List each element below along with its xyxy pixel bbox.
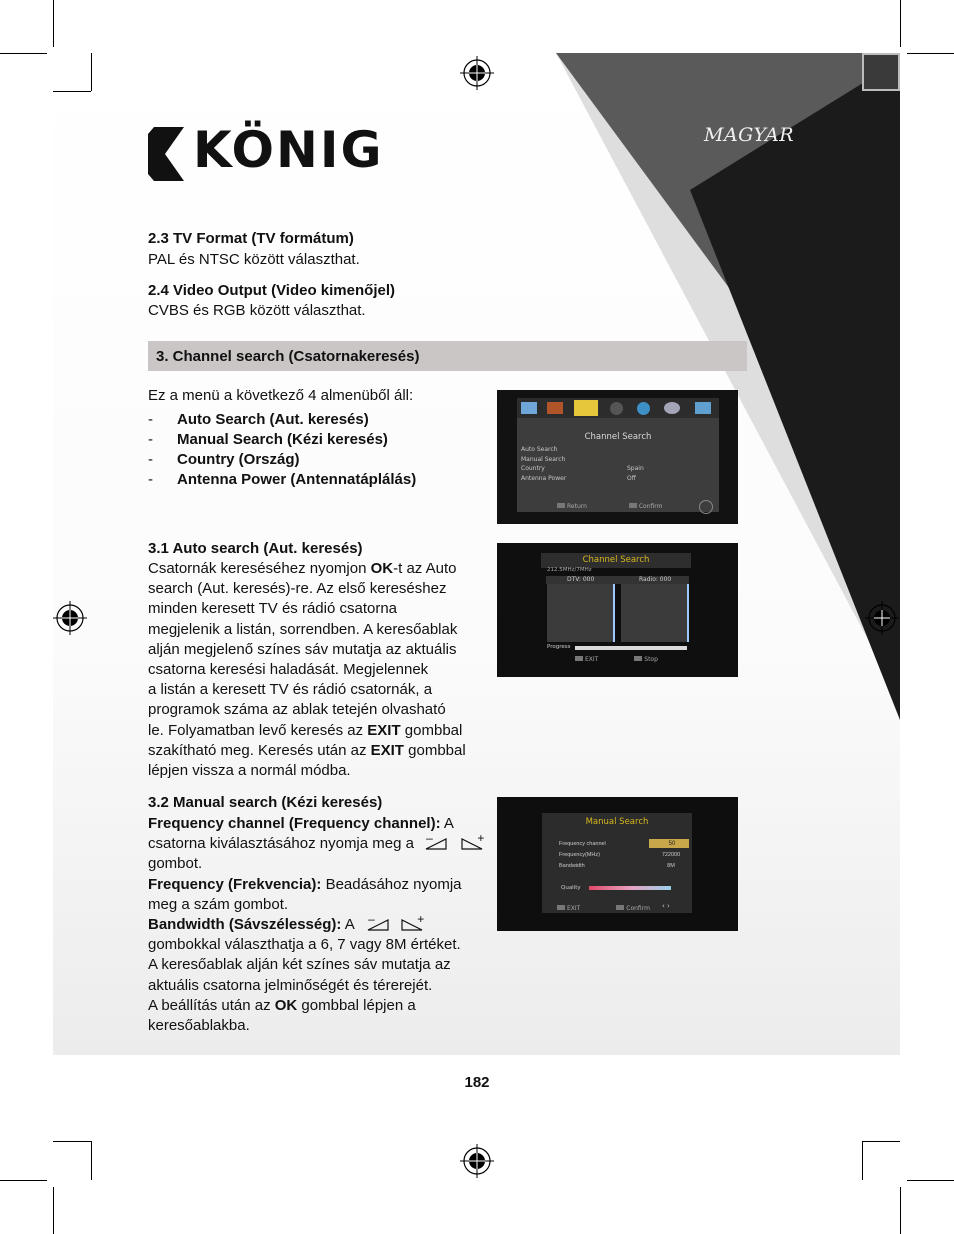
- screen-title: Manual Search: [585, 817, 649, 827]
- heading-video-output: 2.4 Video Output (Video kimenőjel): [148, 282, 395, 299]
- crop-mark: [91, 1141, 92, 1180]
- list-item: - Antenna Power (Antennatáplálás): [148, 471, 417, 488]
- menu-item: Auto Search: [521, 446, 558, 453]
- registration-mark-icon: [460, 1144, 494, 1178]
- list-item: - Auto Search (Aut. keresés): [148, 411, 369, 428]
- paragraph-line: Csatornák kereséséhez nyomjon OK-t az Auto: [148, 560, 457, 577]
- paragraph-line: lépjen vissza a normál módba.: [148, 762, 351, 780]
- crop-mark: [53, 1187, 54, 1234]
- paragraph-line: csatorna keresési haladását. Megjelennek: [148, 661, 429, 679]
- language-tab: MAGYAR: [704, 124, 795, 146]
- screenshot-auto-search: Channel Search 212.5MHz/7MHz DTV: 000 Radio: 000 Progress EXIT Stop: [497, 543, 738, 677]
- section-title-channel-search: 3. Channel search (Csatornakeresés): [156, 348, 420, 365]
- paragraph-line: a listán a keresett TV és rádió csatornák, a: [148, 681, 433, 699]
- screen-title: Channel Search: [584, 432, 652, 442]
- crop-mark: [91, 53, 92, 91]
- menu-value: Spain: [627, 465, 644, 472]
- konig-logo-mark-icon: [148, 127, 188, 181]
- paragraph-line: minden keresett TV és rádió csatorna: [148, 600, 398, 618]
- heading-tv-format: 2.3 TV Format (TV formátum): [148, 230, 354, 247]
- crop-mark: [907, 53, 954, 54]
- paragraph-line: le. Folyamatban levő keresés az EXIT gombbal: [148, 721, 463, 739]
- registration-mark-icon: [865, 601, 899, 635]
- nav-icon: [699, 500, 713, 514]
- crop-mark: [0, 53, 47, 54]
- crop-mark: [53, 0, 54, 47]
- crop-mark: [862, 1141, 863, 1180]
- volume-down-icon: –: [366, 916, 390, 932]
- radio-channel-list: [621, 584, 689, 642]
- progress-bar: [575, 646, 687, 650]
- crop-mark: [53, 1141, 91, 1142]
- menu-item: Antenna Power: [521, 474, 567, 482]
- registration-mark-icon: [53, 601, 87, 635]
- volume-up-icon: +: [460, 835, 484, 851]
- list-item: - Manual Search (Kézi keresés): [148, 431, 388, 448]
- paragraph-line: programok száma az ablak tetején olvasható: [148, 701, 446, 719]
- screenshot-manual-search: Manual Search Frequency channel Frequency(MHz) Bandwidth 50 722000 8M Quality EXIT Confirm ‹ ›: [497, 797, 738, 931]
- text-tv-format: PAL és NTSC között választhat.: [148, 251, 360, 268]
- crop-mark: [907, 1180, 954, 1181]
- heading-manual-search: 3.2 Manual search (Kézi keresés): [148, 794, 383, 811]
- paragraph-line: szakítható meg. Keresés után az EXIT gombbal: [148, 741, 466, 759]
- crop-mark: [0, 1180, 47, 1181]
- text-submenu-intro: Ez a menü a következő 4 almenüből áll:: [148, 387, 414, 404]
- volume-up-icon: +: [400, 916, 424, 932]
- crop-mark: [862, 1141, 900, 1142]
- crop-mark: [900, 1187, 901, 1234]
- crop-mark: [900, 0, 901, 47]
- paragraph-line: megjelenik a listán, sorrendben. A keresőablak: [148, 620, 458, 638]
- menu-item: Country: [521, 465, 545, 472]
- brand-logo-text: KÖNIG: [193, 121, 384, 179]
- menu-item: Manual Search: [521, 455, 566, 463]
- crop-mark: [53, 91, 91, 92]
- registration-mark-icon: [460, 56, 494, 90]
- page-number: 182: [464, 1074, 490, 1091]
- volume-down-icon: –: [424, 835, 448, 851]
- paragraph-auto-search: [148, 559, 488, 781]
- screen-title: Channel Search: [582, 555, 650, 565]
- screenshot-channel-search-menu: Channel Search Auto Search Manual Search Country Antenna Power Spain Off Return Confirm: [497, 390, 738, 524]
- menu-value: Off: [627, 474, 636, 482]
- paragraph-line: alján megjelenő színes sáv mutatja az aktuális: [148, 640, 457, 658]
- arrow-left-right-icon: ‹ ›: [662, 902, 670, 910]
- list-item: - Country (Ország): [148, 451, 300, 468]
- paragraph-line: search (Aut. keresés)-re. Az első kereséshez: [148, 580, 447, 598]
- quality-bar: [589, 886, 671, 890]
- paragraph-manual-search: Frequency channel (Frequency channel): A csatorna kiválasztásához nyomja meg a – + gombot. Frequency (Frekvencia): Beadásához nyomja meg a szám gombot. Bandwidth (Sávszélesség): A – + gombokkal választhatja a 6, 7 vagy 8M értéket. A keresőablak alján két színes sáv mutatja az aktuális csatorna jelminőségét és térerejét. A beállítás után az OK gombbal lépjen a keresőablakba.: [148, 815, 485, 1035]
- text-video-output: CVBS és RGB között választhat.: [148, 302, 366, 319]
- heading-auto-search: 3.1 Auto search (Aut. keresés): [148, 540, 363, 557]
- tv-channel-list: [547, 584, 615, 642]
